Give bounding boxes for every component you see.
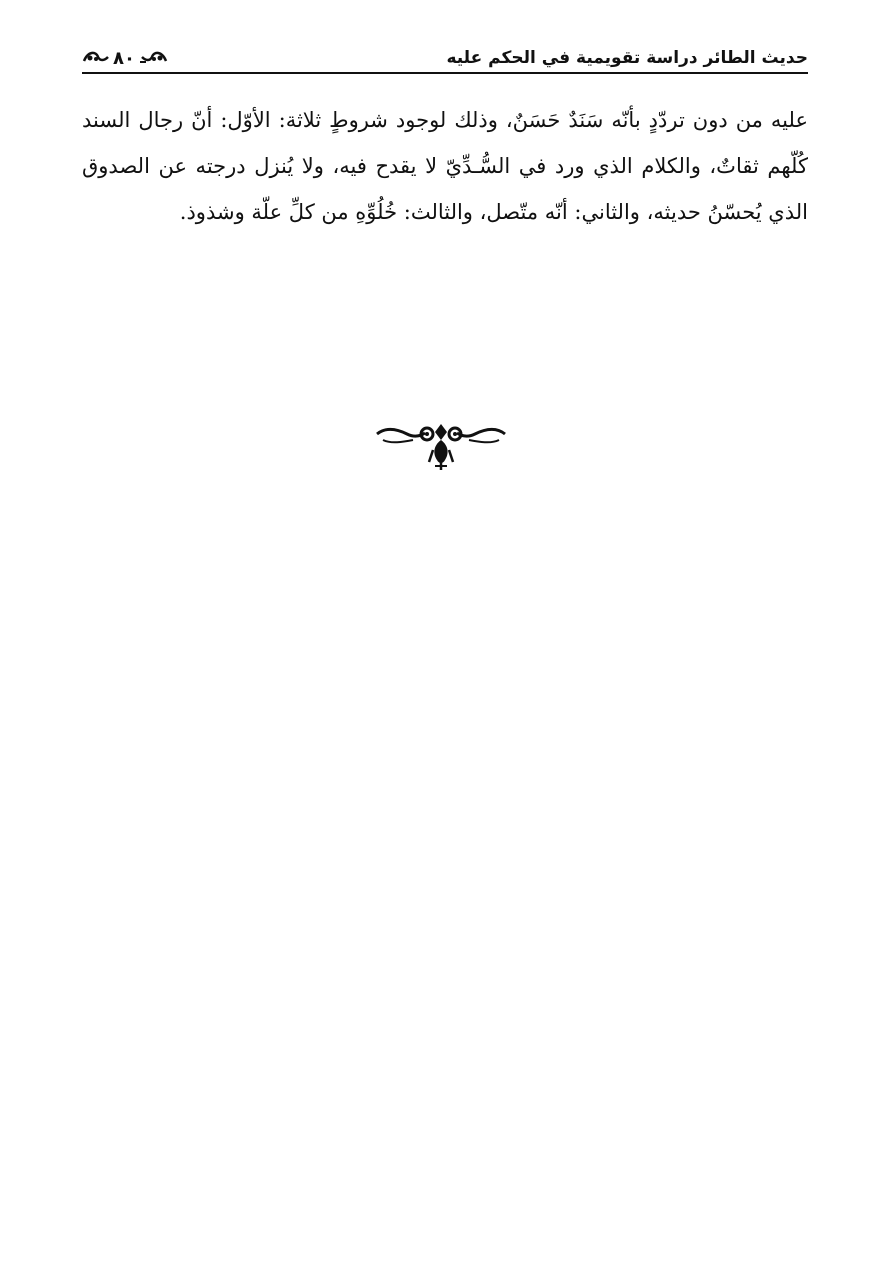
page-number: ٨٠ [113, 48, 135, 69]
right-flourish-icon [138, 49, 168, 69]
page-number-block [82, 48, 168, 70]
running-header [82, 38, 808, 74]
left-flourish-icon [82, 49, 110, 69]
body-paragraph: عليه من دون تردّدٍ بأنّه سَنَدٌ حَسَنٌ، وذلك لوجود شروطٍ ثلاثة: الأوّل: أنّ رجال السند كُلّهم ثقاتٌ، والكلام الذي ورد في السُّـدِّيّ لا يقدح فيه، ولا يُنزل درجته عن الصدوق الذي يُحسّنُ حديثه، والثاني: أنّه متّصل، والثالث: خُلُوِّهِ من كلِّ علّة وشذوذ. [82, 108, 808, 224]
floral-divider-ornament-icon [373, 420, 509, 472]
header-title: حديث الطائر دراسة تقويمية في الحكم عليه [446, 48, 808, 68]
